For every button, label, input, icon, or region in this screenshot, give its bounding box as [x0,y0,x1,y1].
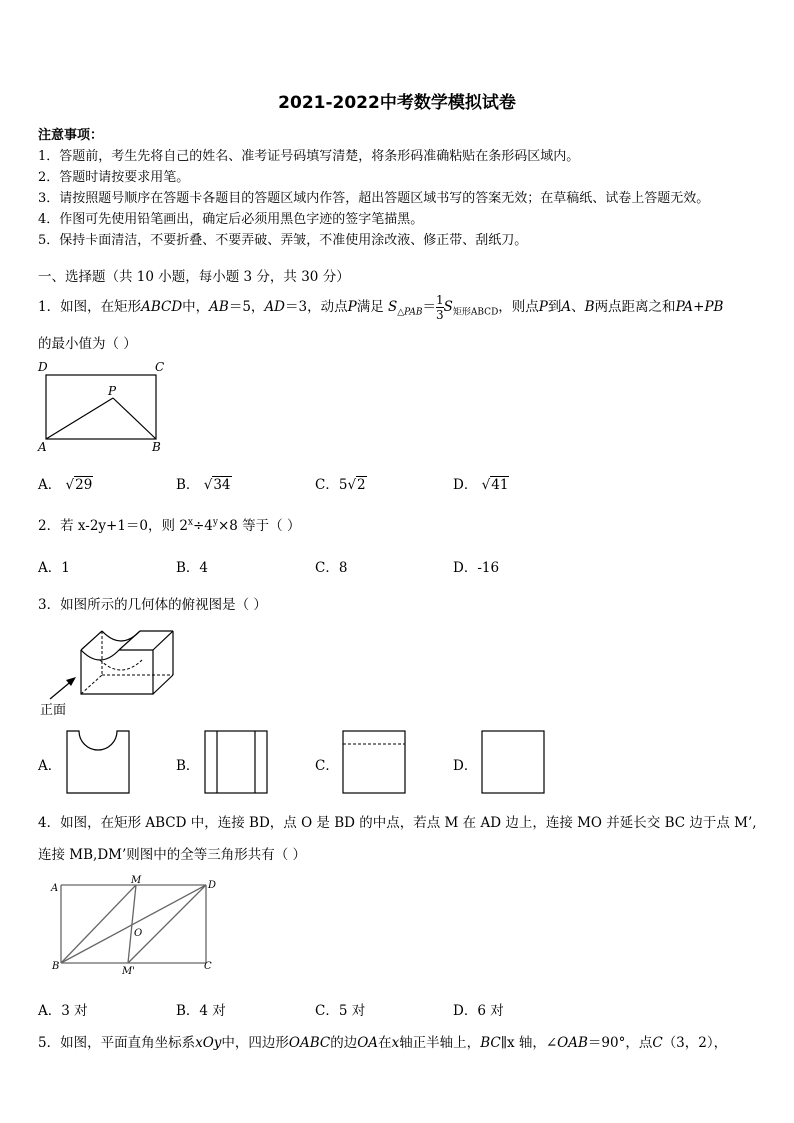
fraction-one-third: $\frac{1}{3}$ [436,293,444,322]
notice-item-2: 2．答题时请按要求用笔。 [38,170,190,185]
q4-option-c[interactable]: C．5 对 [315,1003,366,1019]
front-label: 正面 [40,703,67,718]
question-1-stem-line2: 的最小值为（ ） [38,336,137,352]
q3-option-a-figure [66,730,130,794]
q2-option-c[interactable]: C．8 [315,560,348,576]
label-a: A [51,883,59,894]
q4-option-b[interactable]: B．4 对 [176,1003,226,1019]
q3-option-b[interactable]: B． [176,758,200,774]
question-4-stem-line2: 连接 MB,DM’则图中的全等三角形共有（ ） [38,847,307,863]
q3-option-b-figure [204,730,268,794]
q1-option-d[interactable]: D． √41 [453,477,509,493]
q3-option-c-figure [342,730,406,794]
q1-option-a[interactable]: A． √29 [38,477,93,493]
q3-option-c[interactable]: C． [315,758,339,774]
label-b: B [152,440,161,454]
q4-option-d[interactable]: D．6 对 [453,1003,504,1019]
q2-option-b[interactable]: B．4 [176,560,209,576]
figure-rectangle-abcd [36,360,176,455]
label-c: C [155,360,165,374]
question-3-stem: 3．如图所示的几何体的俯视图是（ ） [38,597,267,613]
q4-option-a[interactable]: A．3 对 [38,1003,88,1019]
question-1-stem: 1．如图，在矩形ABCD中，AB＝5，AD＝3，动点P满足 $S_{\triangle PAB}=$ $\frac{1}{3}$ $S_{矩形ABCD}$，则点P到A、B两点距离之和PA+PB [38,293,724,322]
label-m: M [131,875,142,886]
q1-option-c[interactable]: C．5√2 [315,477,366,493]
question-4-stem-line1: 4．如图，在矩形 ABCD 中，连接 BD，点 O 是 BD 的中点，若点 M 在 AD 边上，连接 MO 并延长交 BC 边于点 M’, [38,815,757,831]
label-m-prime: M' [122,966,135,977]
label-a: A [38,440,47,454]
notice-heading: 注意事项： [38,128,104,143]
label-d: D [38,360,48,374]
notice-item-1: 1．答题前，考生先将自己的姓名、准考证号码填写清楚，将条形码准确粘贴在条形码区域内。 [38,149,580,164]
notice-item-4: 4．作图可先使用铅笔画出，确定后必须用黑色字迹的签字笔描黑。 [38,212,424,227]
label-o: O [134,928,143,939]
segment-pa [46,398,113,439]
q1-option-b[interactable]: B． √34 [176,477,231,493]
label-b: B [52,961,60,972]
notice-item-3: 3．请按照题号顺序在答题卡各题目的答题区域内作答，超出答题区域书写的答案无效；在草稿纸、试卷上答题无效。 [38,191,710,206]
label-p: P [108,384,117,398]
section-heading: 一、选择题（共 10 小题，每小题 3 分，共 30 分） [38,269,350,285]
q3-option-d[interactable]: D． [453,758,478,774]
label-d: D [208,880,217,891]
page-title: 2021-2022中考数学模拟试卷 [278,93,516,113]
figure-rectangle-bd-mo [48,877,218,977]
notice-item-5: 5．保持卡面清洁，不要折叠、不要弄破、弄皱，不准使用涂改液、修正带、刮纸刀。 [38,233,528,248]
q2-option-a[interactable]: A．1 [38,560,70,576]
q3-option-d-figure [481,730,545,794]
q3-option-a[interactable]: A． [38,758,62,774]
label-c: C [204,961,212,972]
q2-option-d[interactable]: D．-16 [453,560,500,576]
segment-pb [113,398,156,439]
question-5-stem: 5．如图，平面直角坐标系xOy中，四边形OABC的边OA在x轴正半轴上，BC∥x 轴，∠OAB＝90°，点C（3，2）， [38,1035,728,1051]
question-2-stem: 2．若 x-2y+1＝0，则 $2^x\div 4^y\times 8$ 等于（ ） [38,517,301,534]
